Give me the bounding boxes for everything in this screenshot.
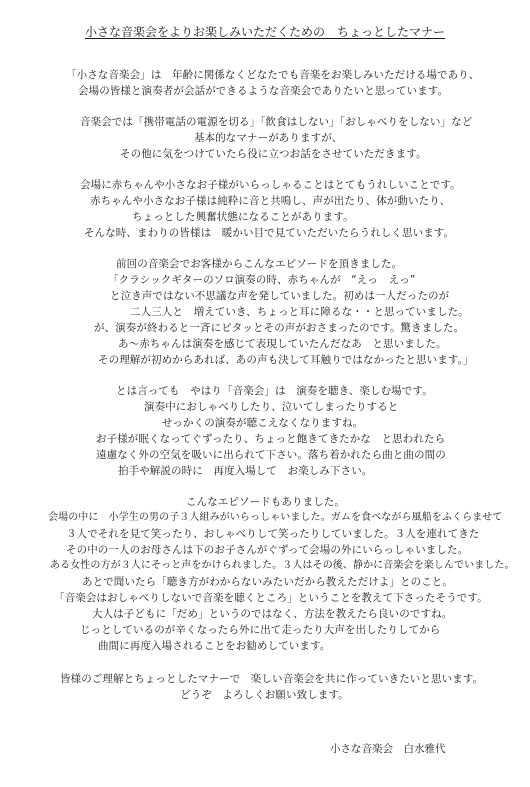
signature: 小さな音楽会 白水雅代: [330, 743, 446, 755]
paragraph-4-line-3: と泣き声ではない不思議な声を発していました。初めは一人だったのが: [110, 290, 450, 302]
paragraph-6-line-1: こんなエピソードもありました。: [186, 496, 345, 508]
paragraph-7-line-2: どうぞ よろしくお願い致します。: [180, 689, 349, 701]
document-title: [0, 24, 530, 40]
paragraph-4-line-2: 「クラシックギターのソロ演奏の時、赤ちゃんが “えっ えっ”: [108, 274, 416, 286]
paragraph-5-line-4: お子様が眠くなってぐずったり、ちょっと飽きてきたかな と思われたら: [96, 433, 446, 445]
paragraph-3-line-4: そんな時、まわりの皆様は 暖かい目で見ていただいたらうれしく思います。: [84, 227, 455, 239]
paragraph-5-line-6: 拍手や解説の時に 再度入場して お楽しみ下さい。: [118, 465, 373, 477]
paragraph-1-line-1: 「小さな音楽会」は 年齢に関係なくどなたでも音楽をお楽しみいただける場であり、: [66, 69, 480, 81]
paragraph-4-line-5: が、演奏が終わると一斉にピタッとその声がおさまったのです。驚きました。: [94, 322, 465, 334]
paragraph-4-line-4: 二人三人と 増えていき、ちょっと耳に障るな・・と思っていました。: [130, 306, 469, 318]
paragraph-6-line-10: 曲間に再度入場されることをお勧めしています。: [98, 640, 331, 652]
paragraph-3-line-3: ちょっとした興奮状態になることがあります。: [132, 211, 354, 223]
paragraph-3-line-1: 会場に赤ちゃんや小さなお子様がいらっしゃることはとてもうれしいことです。: [80, 179, 461, 191]
paragraph-2-line-1: 音楽会では「携帯電話の電源を切る」「飲食はしない」「おしゃべりをしない」など: [80, 116, 473, 128]
paragraph-5-line-1: とは言っても やはり「音楽会」は 演奏を聴き、楽しむ場です。: [116, 385, 433, 397]
paragraph-5-line-3: せっかくの演奏が聴こえなくなりますね。: [162, 417, 364, 429]
paragraph-1-line-2: 会場の皆様と演奏者が会話ができるような音楽会でありたいと思っています。: [78, 85, 449, 97]
paragraph-4-line-1: 前回の音楽会でお客様からこんなエピソードを頂きました。: [116, 258, 403, 270]
paragraph-6-line-5: ある女性の方が３人にそっと声をかけられました。３人はその後、静かに音楽会を楽しんでいました。: [50, 560, 515, 571]
paragraph-2-line-2: 基本的なマナーがありますが、: [194, 132, 343, 144]
paragraph-4-line-6: あ～赤ちゃんは演奏を感じて表現していたんだなあ と思いました。: [118, 338, 447, 350]
paragraph-6-line-6: あとで聞いたら「聴き方がわからないみたいだから教えただけよ」とのこと。: [82, 576, 453, 588]
paragraph-4-line-7: その理解が初めからあれば、あの声も決して耳触りではなかったと思います。」: [98, 354, 474, 366]
paragraph-6-line-2: 会場の中に 小学生の男の子３人組みがいらっしゃいました。ガムを食べながら風船をふくらませて: [48, 512, 503, 523]
paragraph-6-line-9: じっとしているのが辛くなったら外に出て走ったり大声を出したりしてから: [80, 624, 441, 636]
paragraph-7-line-1: 皆様のご理解とちょっとしたマナーで 楽しい音楽会を共に作っていきたいと思います。: [60, 673, 484, 685]
paragraph-5-line-5: 遠慮なく外の空気を吸いに出られて下さい。落ち着かれたら曲と曲の間の: [96, 449, 446, 461]
paragraph-6-line-3: ３人でそれを見て笑ったり、おしゃべりして笑ったりしていました。３人を連れてきた: [66, 528, 480, 540]
paragraph-5-line-2: 演奏中におしゃべりしたり、泣いてしまったりすると: [144, 401, 399, 413]
paragraph-6-line-7: 「音楽会はおしゃべりしないで音楽を聴くところ」ということを教えて下さったそうです。: [54, 592, 488, 604]
document-title-text: 小さな音楽会をよりお楽しみいただくための ちょっとしたマナー: [84, 25, 445, 39]
paragraph-6-line-8: 大人は子どもに「だめ」というのではなく、方法を教えたら良いのですね。: [92, 608, 453, 620]
paragraph-6-line-4: その中の一人のお母さんは下のお子さんがぐずって会場の外にいらっしゃいました。: [66, 544, 469, 556]
paragraph-2-line-3: その他に気をつけていたら役に立つお話をさせていただきます。: [120, 148, 427, 160]
paragraph-3-line-2: 赤ちゃんや小さなお子様は純粋に音と共鳴し、声が出たり、体が動いたり、: [90, 195, 451, 207]
